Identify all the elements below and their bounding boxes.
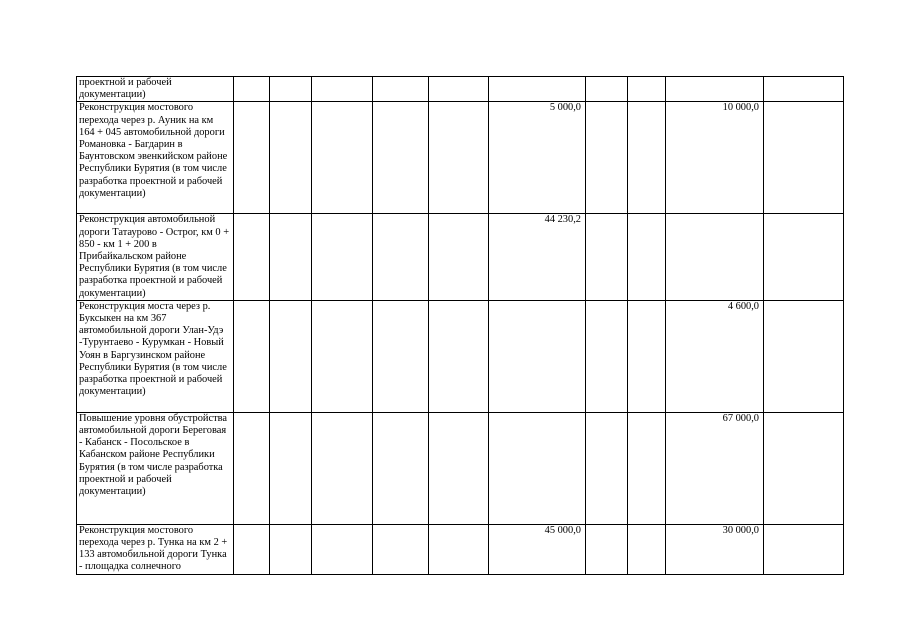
row-description: Повышение уровня обустройства автомобильной дороги Береговая - Кабанск - Посольское в Кабанском районе Республики Бурятия (в том числе разработка проектной и рабочей документации) bbox=[77, 412, 234, 524]
value-cell bbox=[312, 77, 373, 102]
value-cell bbox=[628, 524, 666, 574]
table-row bbox=[77, 102, 844, 214]
value-cell bbox=[764, 412, 844, 524]
value-cell bbox=[429, 300, 489, 412]
value-cell bbox=[429, 412, 489, 524]
value-cell bbox=[270, 77, 312, 102]
value-cell bbox=[429, 214, 489, 300]
row-description: Реконструкция мостового перехода через р. Тунка на км 2 + 133 автомобильной дороги Тунка - площадка солнечного bbox=[77, 524, 234, 574]
value-cell bbox=[312, 300, 373, 412]
value-cell bbox=[373, 300, 429, 412]
value-cell bbox=[270, 524, 312, 574]
value-cell bbox=[312, 214, 373, 300]
value-cell bbox=[429, 77, 489, 102]
value-cell bbox=[764, 214, 844, 300]
value-cell bbox=[628, 77, 666, 102]
value-cell bbox=[628, 214, 666, 300]
value-cell bbox=[373, 102, 429, 214]
row-description: Реконструкция мостового перехода через р. Ауник на км 164 + 045 автомобильной дороги Романовка - Багдарин в Баунтовском эвенкийском районе Республики Бурятия (в том числе разработка проектной и рабочей документации) bbox=[77, 102, 234, 214]
value-cell bbox=[234, 412, 270, 524]
value-cell bbox=[628, 412, 666, 524]
value-cell bbox=[373, 77, 429, 102]
value-cell: 30 000,0 bbox=[666, 524, 764, 574]
value-cell bbox=[586, 300, 628, 412]
value-cell bbox=[586, 524, 628, 574]
value-cell: 10 000,0 bbox=[666, 102, 764, 214]
value-cell: 5 000,0 bbox=[489, 102, 586, 214]
value-cell bbox=[489, 300, 586, 412]
value-cell bbox=[586, 77, 628, 102]
table-row bbox=[77, 214, 844, 300]
value-cell bbox=[270, 214, 312, 300]
value-cell bbox=[586, 214, 628, 300]
value-cell bbox=[628, 102, 666, 214]
value-cell bbox=[764, 77, 844, 102]
value-cell bbox=[764, 524, 844, 574]
table-row bbox=[77, 77, 844, 102]
row-description: проектной и рабочей документации) bbox=[77, 77, 234, 102]
value-cell bbox=[234, 300, 270, 412]
value-cell bbox=[270, 300, 312, 412]
value-cell bbox=[234, 524, 270, 574]
value-cell bbox=[429, 102, 489, 214]
value-cell bbox=[628, 300, 666, 412]
value-cell bbox=[373, 214, 429, 300]
table-body bbox=[77, 77, 844, 575]
value-cell: 67 000,0 bbox=[666, 412, 764, 524]
value-cell bbox=[270, 412, 312, 524]
value-cell bbox=[373, 412, 429, 524]
budget-table bbox=[76, 76, 844, 575]
value-cell: 45 000,0 bbox=[489, 524, 586, 574]
value-cell bbox=[764, 300, 844, 412]
value-cell bbox=[312, 524, 373, 574]
value-cell bbox=[234, 77, 270, 102]
value-cell bbox=[586, 412, 628, 524]
value-cell bbox=[666, 77, 764, 102]
row-description: Реконструкция автомобильной дороги Татаурово - Острог, км 0 + 850 - км 1 + 200 в Прибайкальском районе Республики Бурятия (в том числе разработка проектной и рабочей документации) bbox=[77, 214, 234, 300]
value-cell bbox=[234, 214, 270, 300]
value-cell: 4 600,0 bbox=[666, 300, 764, 412]
value-cell bbox=[666, 214, 764, 300]
value-cell bbox=[489, 77, 586, 102]
value-cell bbox=[586, 102, 628, 214]
value-cell: 44 230,2 bbox=[489, 214, 586, 300]
table-row bbox=[77, 524, 844, 574]
value-cell bbox=[234, 102, 270, 214]
row-description: Реконструкция моста через р. Буксыкен на км 367 автомобильной дороги Улан-Удэ -Турунтаево - Курумкан - Новый Уоян в Баргузинском районе Республики Бурятия (в том числе разработка проектной и рабочей документации) bbox=[77, 300, 234, 412]
value-cell bbox=[373, 524, 429, 574]
value-cell bbox=[270, 102, 312, 214]
value-cell bbox=[312, 412, 373, 524]
table-row bbox=[77, 300, 844, 412]
value-cell bbox=[489, 412, 586, 524]
value-cell bbox=[764, 102, 844, 214]
table-row bbox=[77, 412, 844, 524]
value-cell bbox=[429, 524, 489, 574]
value-cell bbox=[312, 102, 373, 214]
